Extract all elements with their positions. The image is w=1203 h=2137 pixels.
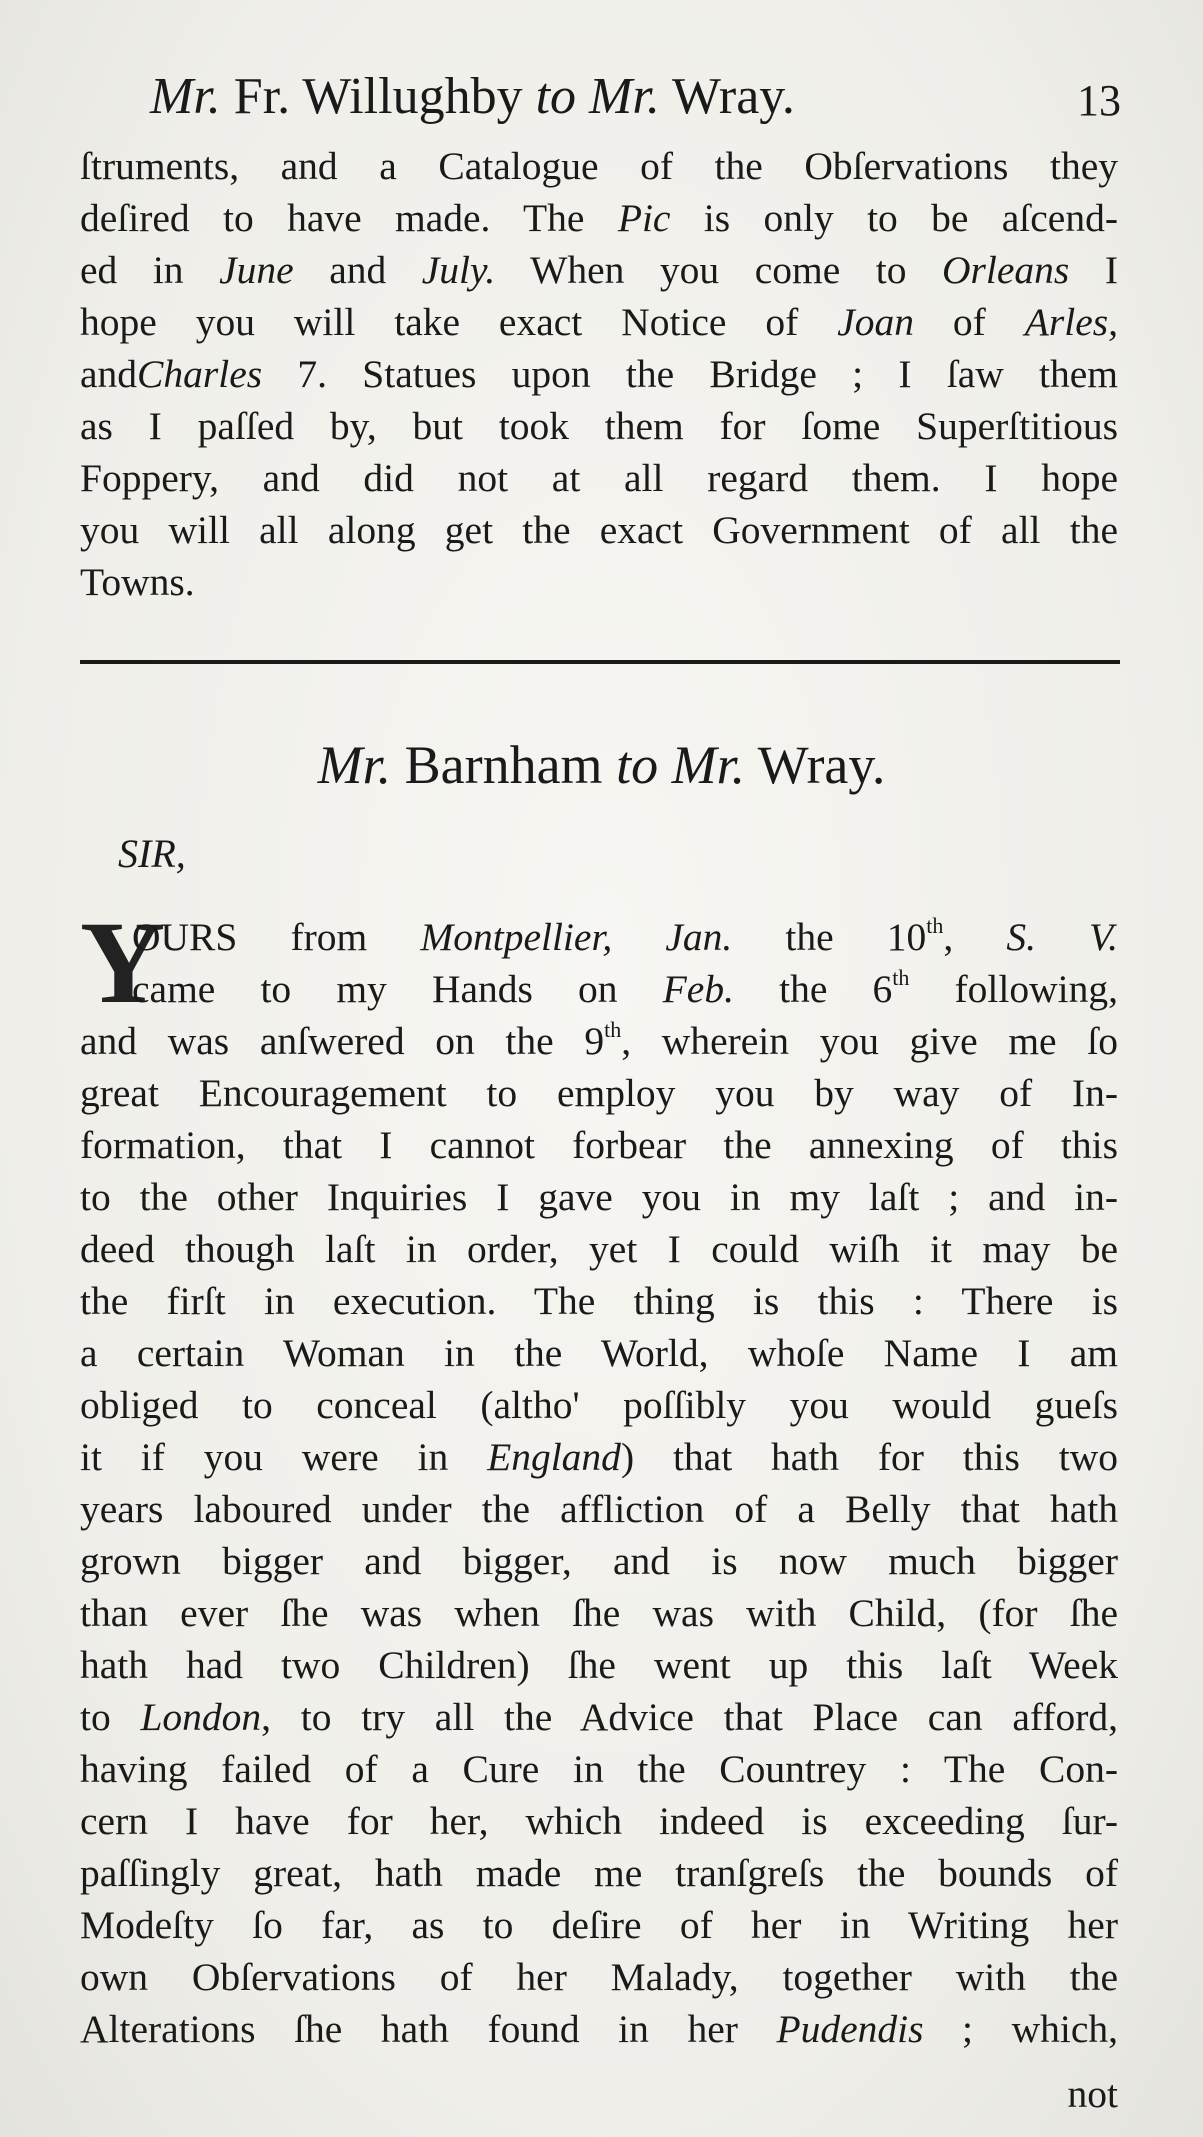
text-line: Modeſty ſo far, as to deſire of her in Writing her	[80, 1903, 1118, 1947]
text-line: ſtruments, and a Catalogue of the Obſervations they	[80, 144, 1118, 188]
text-line: than ever ſhe was when ſhe was with Child, (for ſhe	[80, 1591, 1118, 1635]
text-line: as I paſſed by, but took them for ſome Superſtitious	[80, 404, 1118, 448]
text-line: ed in June and July. When you come to Orleans I	[80, 248, 1118, 292]
text-line: OURS from Montpellier, Jan. the 10th, S. V.	[132, 912, 1118, 959]
text-line: and was anſwered on the 9th, wherein you give me ſo	[80, 1016, 1118, 1063]
running-head-title: Mr. Fr. Willughby to Mr. Wray.	[150, 68, 795, 125]
text-line: paſſingly great, hath made me tranſgreſs the bounds of	[80, 1851, 1118, 1895]
text-line: formation, that I cannot forbear the annexing of this	[80, 1123, 1118, 1167]
running-head	[0, 62, 1203, 132]
text-line: having failed of a Cure in the Countrey : The Con-	[80, 1747, 1118, 1791]
text-line: you will all along get the exact Government of all the	[80, 508, 1118, 552]
text-line: Towns.	[80, 560, 195, 604]
text-line: deed though laſt in order, yet I could wiſh it may be	[80, 1227, 1118, 1271]
text-line: great Encouragement to employ you by way of In-	[80, 1071, 1118, 1115]
text-line: cern I have for her, which indeed is exceeding ſur-	[80, 1799, 1118, 1843]
letter-heading: Mr. Barnham to Mr. Wray.	[317, 735, 886, 795]
text-line: hath had two Children) ſhe went up this laſt Week	[80, 1643, 1118, 1687]
text-line: it if you were in England) that hath for this two	[80, 1435, 1118, 1479]
text-line: a certain Woman in the World, whoſe Name I am	[80, 1331, 1118, 1375]
text-line: hope you will take exact Notice of Joan of Arles,	[80, 300, 1118, 344]
text-line: grown bigger and bigger, and is now much bigger	[80, 1539, 1118, 1583]
text-line: andCharles 7. Statues upon the Bridge ; I ſaw them	[80, 352, 1118, 396]
salutation: SIR,	[118, 831, 186, 876]
text-line: deſired to have made. The Pic is only to be aſcend-	[80, 196, 1118, 240]
text-line: to the other Inquiries I gave you in my laſt ; and in-	[80, 1175, 1118, 1219]
text-line: own Obſervations of her Malady, together with the	[80, 1955, 1118, 1999]
section-divider	[80, 660, 1120, 664]
text-line: Alterations ſhe hath found in her Pudendis ; which,	[80, 2007, 1118, 2051]
text-line: to London, to try all the Advice that Place can afford,	[80, 1695, 1118, 1739]
text-line: obliged to conceal (altho' poſſibly you would gueſs	[80, 1383, 1118, 1427]
text-line: the firſt in execution. The thing is this : There is	[80, 1279, 1118, 1323]
text-line: came to my Hands on Feb. the 6th following,	[132, 964, 1118, 1011]
catchword: not	[1067, 2072, 1118, 2116]
text-line: years laboured under the affliction of a Belly that hath	[80, 1487, 1118, 1531]
drop-cap: Y	[80, 897, 166, 1028]
text-line: Foppery, and did not at all regard them. I hope	[80, 456, 1118, 500]
page-number: 13	[1077, 76, 1121, 125]
